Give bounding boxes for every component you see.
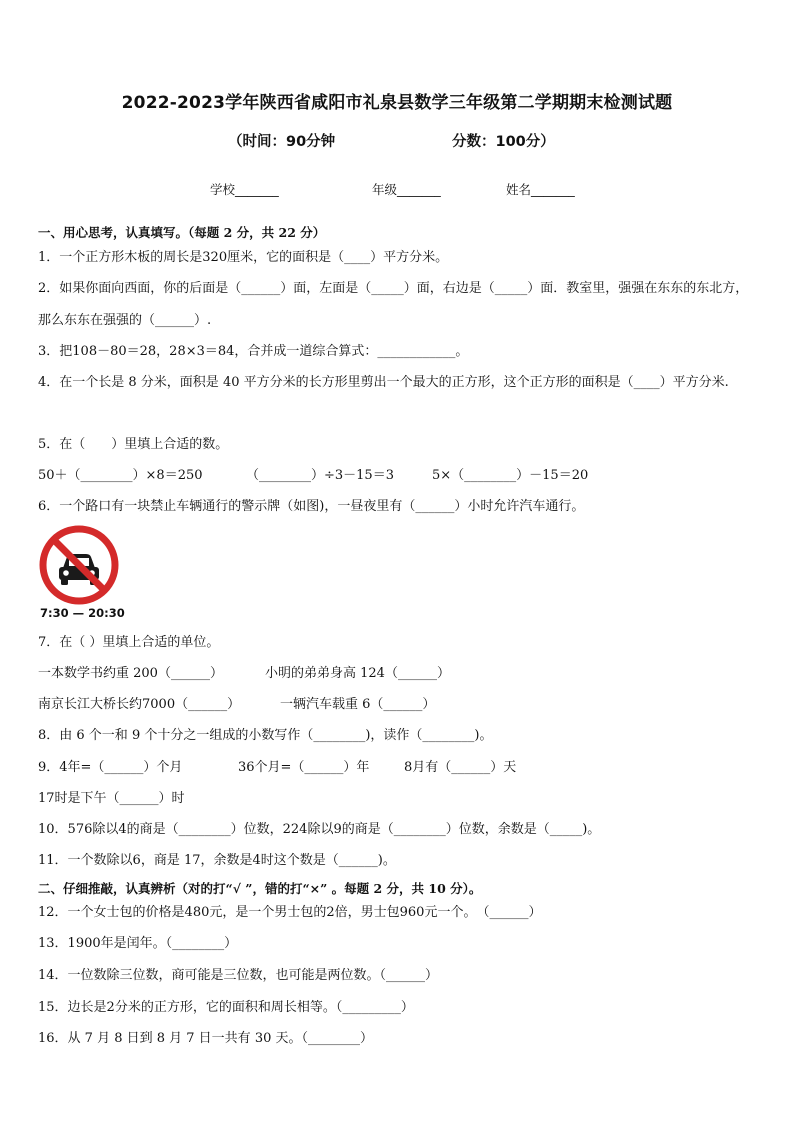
name-field: 姓名_______ (506, 182, 575, 197)
question-7c: 南京长江大桥长约7000（______） (38, 697, 241, 712)
question-2: 2．如果你面向西面，你的后面是（______）面，左面是（_____）面，右边是（_____）面．教室里，强强在东东的东北方，那么东东在强强的（______）. (38, 281, 749, 328)
question-6: 6．一个路口有一块禁止车辆通行的警示牌（如图)，一昼夜里有（______）小时允许汽车通行。 (38, 499, 585, 514)
section-two-heading: 二、仔细推敲，认真辨析（对的打“√ ”，错的打“×” 。每题 2 分，共 10 分）。 (38, 881, 482, 896)
question-9b: 36个月=（______）年 (238, 760, 370, 775)
sign-caption: 7:30 — 20:30 (40, 606, 125, 620)
question-5c: 5×（________）－15＝20 (432, 468, 589, 483)
question-9a: 9．4年=（______）个月 (38, 760, 183, 775)
no-vehicles-sign-icon (38, 524, 120, 606)
question-5b: （________）÷3－15＝3 (246, 468, 394, 483)
question-14: 14．一位数除三位数，商可能是三位数，也可能是两位数。（______） (38, 968, 439, 983)
question-10: 10．576除以4的商是（________）位数，224除以9的商是（________）位数，余数是（_____)。 (38, 822, 601, 837)
question-9d: 17时是下午（______）时 (38, 791, 185, 806)
question-11: 11．一个数除以6，商是 17，余数是4时这个数是（______)。 (38, 853, 396, 868)
question-15: 15．边长是2分米的正方形，它的面积和周长相等。（_________） (38, 1000, 414, 1015)
question-7: 7．在（ ）里填上合适的单位。 (38, 635, 220, 650)
question-7b: 小明的弟弟身高 124（______） (265, 666, 450, 681)
grade-field: 年级_______ (372, 182, 441, 197)
question-12: 12．一个女士包的价格是480元，是一个男士包的2倍，男士包960元一个。 （______） (38, 905, 542, 920)
time-limit: （时间：90分钟 (228, 134, 336, 150)
question-7d: 一辆汽车载重 6（______） (280, 697, 436, 712)
school-field: 学校_______ (210, 182, 279, 197)
total-score: 分数：100分） (452, 134, 555, 150)
question-13: 13．1900年是闰年。（________） (38, 936, 238, 951)
question-8: 8．由 6 个一和 9 个十分之一组成的小数写作（________)，读作（________)。 (38, 728, 493, 743)
question-7a: 一本数学书约重 200（______） (38, 666, 223, 681)
question-3: 3．把108－80＝28，28×3＝84，合并成一道综合算式：____________。 (38, 344, 469, 359)
question-16: 16．从 7 月 8 日到 8 月 7 日一共有 30 天。（________） (38, 1031, 373, 1046)
question-4: 4．在一个长是 8 分米，面积是 40 平方分米的长方形里剪出一个最大的正方形，这个正方形的面积是（____）平方分米. (38, 375, 729, 390)
question-5: 5．在（ ）里填上合适的数。 (38, 437, 229, 452)
section-one-heading: 一、用心思考，认真填写。（每题 2 分，共 22 分） (38, 225, 326, 240)
page-title: 2022-2023学年陕西省咸阳市礼泉县数学三年级第二学期期末检测试题 (121, 93, 673, 113)
question-1: 1．一个正方形木板的周长是320厘米，它的面积是（____）平方分米。 (38, 250, 449, 265)
question-5a: 50＋（________）×8＝250 (38, 468, 203, 483)
question-9c: 8月有（______）天 (404, 760, 517, 775)
